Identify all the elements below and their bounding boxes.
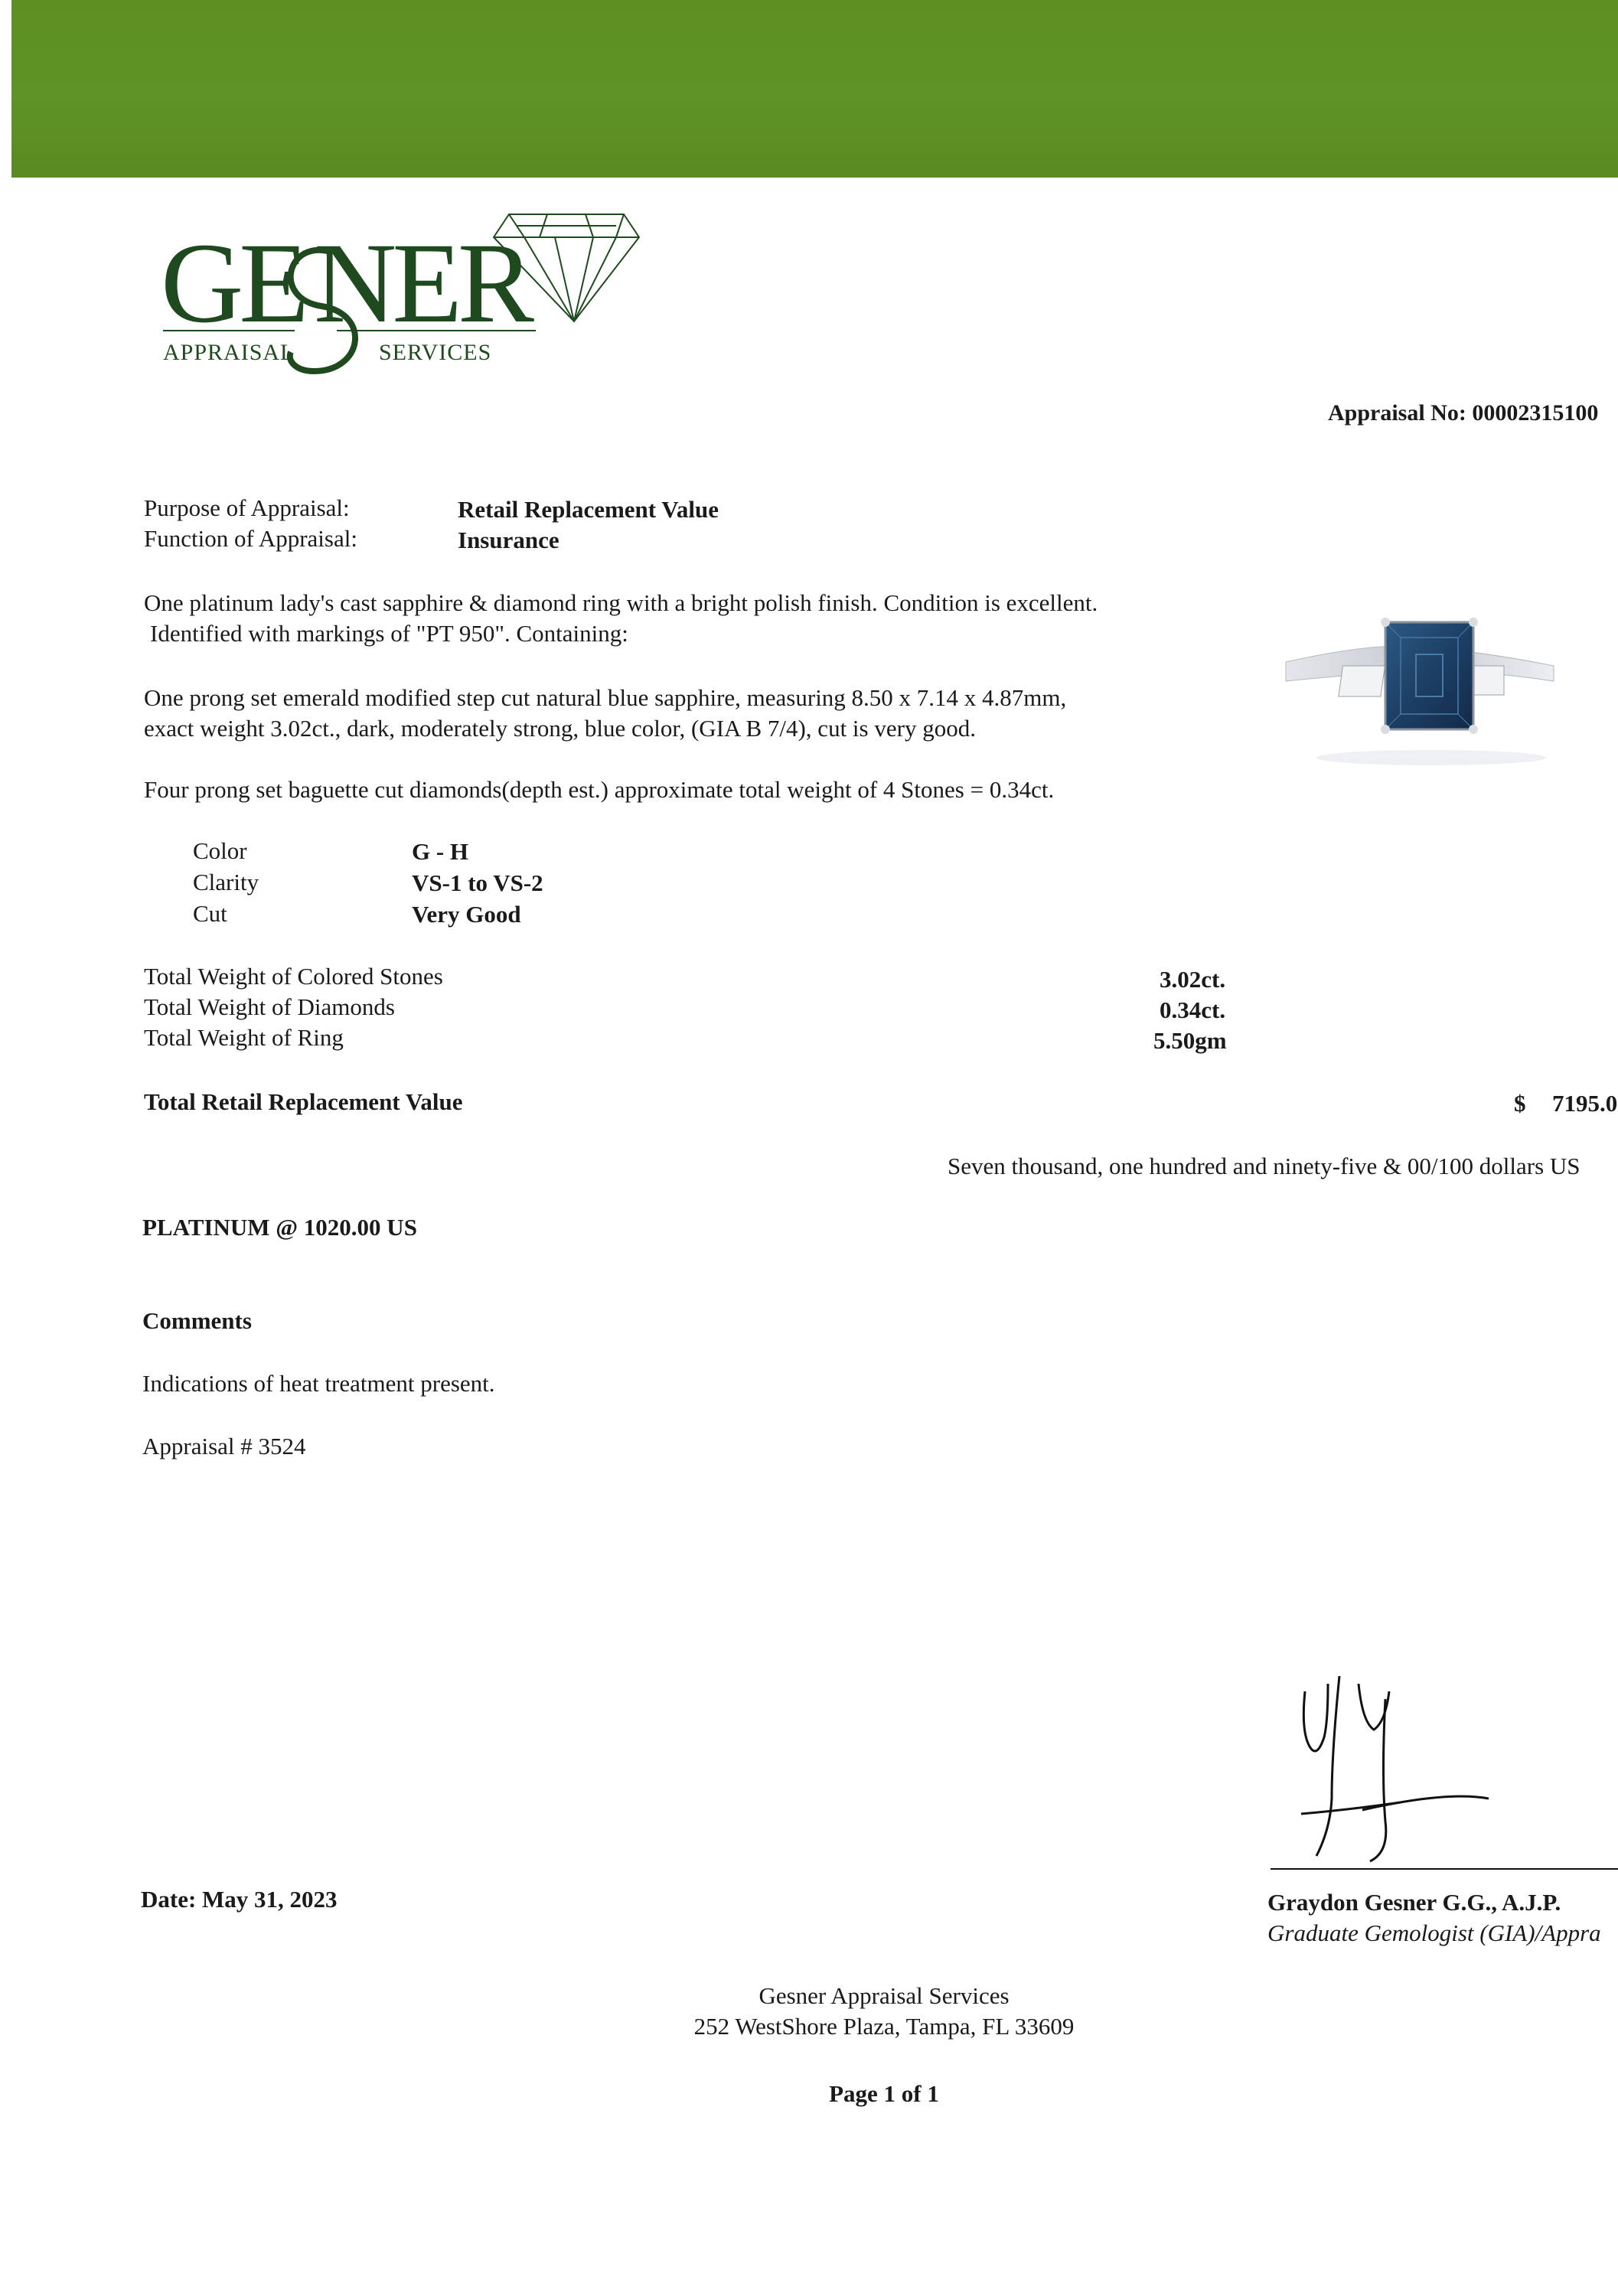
total-value-diamonds: 0.34ct.: [1160, 996, 1226, 1023]
grade-value-color: G - H: [412, 838, 469, 865]
retail-currency: $: [1514, 1090, 1526, 1117]
company-logo: [157, 207, 647, 383]
comments-heading: Comments: [142, 1307, 252, 1334]
grade-label-color: Color: [193, 837, 247, 864]
retail-amount: 7195.0: [1552, 1090, 1618, 1117]
retail-amount-words: Seven thousand, one hundred and ninety-five & 00/100 dollars US: [948, 1153, 1580, 1179]
platinum-price: PLATINUM @ 1020.00 US: [142, 1214, 417, 1241]
grade-label-clarity: Clarity: [193, 869, 259, 895]
purpose-value: Retail Replacement Value: [458, 496, 719, 523]
grade-label-cut: Cut: [193, 900, 227, 927]
total-value-ring: 5.50gm: [1153, 1027, 1227, 1054]
svg-text:GE: GE: [161, 220, 305, 347]
appraisal-date: Date: May 31, 2023: [141, 1886, 338, 1913]
signature: [1271, 1661, 1618, 1875]
total-label-colored-stones: Total Weight of Colored Stones: [144, 963, 443, 990]
signer-title: Graduate Gemologist (GIA)/Appra: [1267, 1919, 1601, 1946]
function-label: Function of Appraisal:: [144, 525, 357, 552]
appraisal-reference: Appraisal # 3524: [142, 1433, 306, 1459]
total-label-diamonds: Total Weight of Diamonds: [144, 993, 395, 1020]
logo-sub-left: APPRAISAL: [163, 340, 295, 365]
footer-address: 252 WestShore Plaza, Tampa, FL 33609: [693, 2013, 1075, 2040]
ring-photo: [1278, 608, 1561, 784]
header-band: [11, 0, 1618, 178]
appraisal-number: Appraisal No: 00002315100: [1328, 400, 1599, 426]
comments-text: Indications of heat treatment present.: [142, 1370, 495, 1397]
svg-text:NER: NER: [314, 220, 530, 347]
function-value: Insurance: [458, 527, 559, 553]
sapphire-description-line2: exact weight 3.02ct., dark, moderately strong, blue color, (GIA B 7/4), cut is very good.: [144, 715, 976, 742]
ring-description-line2: Identified with markings of "PT 950". Containing:: [150, 620, 628, 647]
page-number: Page 1 of 1: [829, 2080, 939, 2107]
retail-value-label: Total Retail Replacement Value: [144, 1088, 463, 1115]
total-label-ring: Total Weight of Ring: [144, 1024, 344, 1051]
sapphire-description-line1: One prong set emerald modified step cut natural blue sapphire, measuring 8.50 x 7.14 x 4.87mm,: [144, 684, 1067, 711]
logo-sub-right: SERVICES: [379, 340, 492, 365]
ring-description-line1: One platinum lady's cast sapphire & diamond ring with a bright polish finish. Condition is excellent.: [144, 589, 1098, 616]
total-value-colored-stones: 3.02ct.: [1160, 966, 1226, 993]
grade-value-cut: Very Good: [412, 901, 521, 928]
grade-value-clarity: VS-1 to VS-2: [412, 869, 543, 896]
signer-name: Graydon Gesner G.G., A.J.P.: [1267, 1889, 1561, 1916]
footer-company: Gesner Appraisal Services: [758, 1982, 1010, 2009]
purpose-label: Purpose of Appraisal:: [144, 494, 350, 521]
diamonds-description: Four prong set baguette cut diamonds(depth est.) approximate total weight of 4 Stones = 0.34ct.: [144, 776, 1055, 803]
logo-graphic: [157, 207, 647, 383]
